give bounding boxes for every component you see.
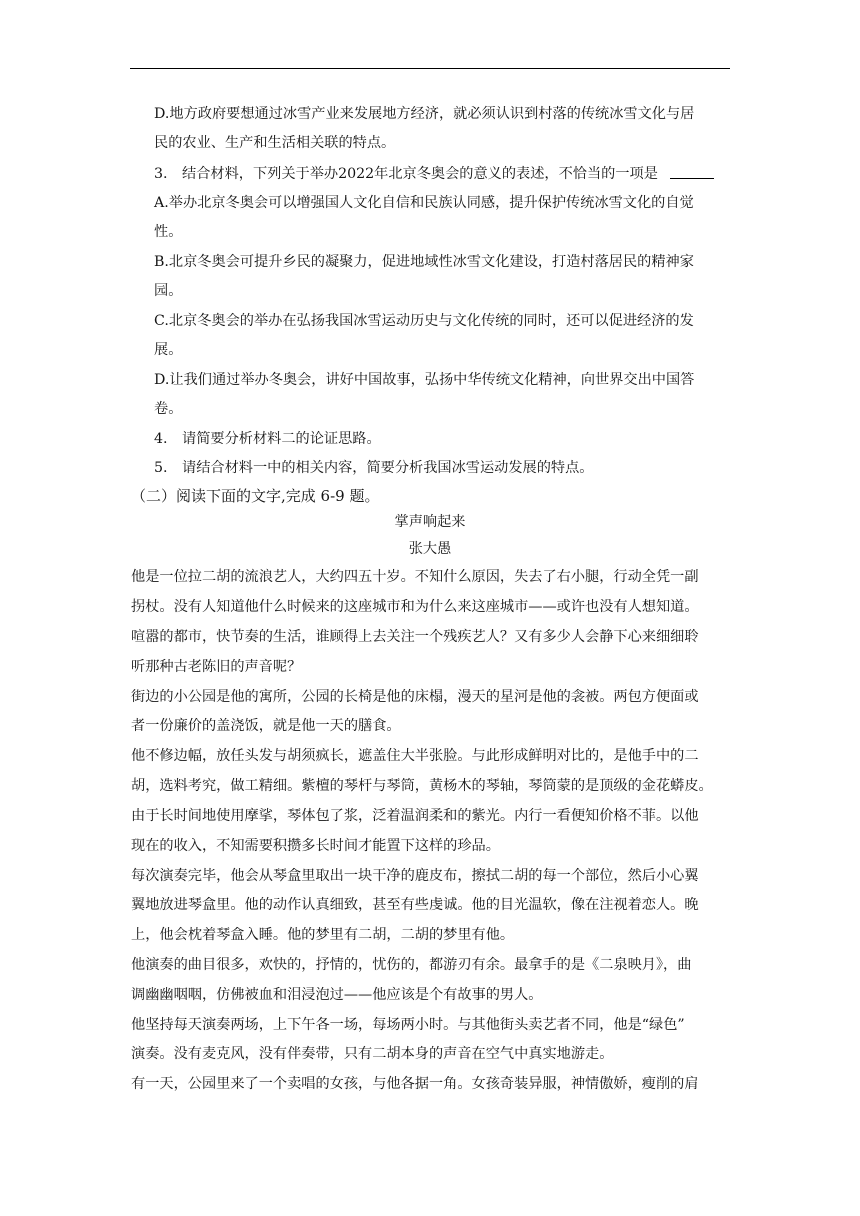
q3-option-a-line-2: 性。 (154, 224, 183, 240)
p5-line-2: 调幽幽咽咽，仿佛被血和泪浸泡过——他应该是个有故事的男人。 (131, 987, 543, 1003)
question-5-number: 5. (154, 460, 168, 476)
p7-line-1: 有一天，公园里来了一个卖唱的女孩，与他各据一角。女孩奇装异服，神情傲娇，瘦削的肩 (131, 1076, 699, 1092)
section-heading: （二）阅读下面的文字,完成 6-9 题。 (131, 487, 380, 505)
question-3-stem: 结合材料，下列关于举办2022年北京冬奥会的意义的表述，不恰当的一项是 (182, 166, 658, 182)
question-3 (154, 166, 714, 181)
question-5-text: 请结合材料一中的相关内容，简要分析我国冰雪运动发展的特点。 (182, 460, 594, 476)
question-5 (154, 461, 593, 475)
question-3-number: 3. (154, 166, 168, 182)
question-4 (154, 432, 381, 446)
p3-line-3: 由于长时间地使用摩挲，琴体包了浆，泛着温润柔和的紫光。内行一看便知价格不菲。以他 (131, 808, 699, 824)
p4-line-1: 每次演奏完毕，他会从琴盒里取出一块干净的鹿皮布，擦拭二胡的每一个部位，然后小心翼 (131, 868, 699, 884)
p6-line-2: 演奏。没有麦克风，没有伴奏带，只有二胡本身的声音在空气中真实地游走。 (131, 1046, 614, 1062)
p4-line-2: 翼地放进琴盒里。他的动作认真细致，甚至有些虔诚。他的目光温软，像在注视着恋人。晚 (131, 897, 699, 913)
p4-line-3: 上，他会枕着琴盒入睡。他的梦里有二胡，二胡的梦里有他。 (131, 927, 515, 943)
story-title: 掌声响起来 (394, 514, 466, 530)
p1-line-3: 喧嚣的都市，快节奏的生活，谁顾得上去关注一个残疾艺人？又有多少人会静下心来细细聆 (131, 629, 699, 645)
p3-line-1: 他不修边幅，放任头发与胡须疯长，遮盖住大半张脸。与此形成鲜明对比的，是他手中的二 (131, 748, 699, 764)
option-d-line-2: 民的农业、生产和生活相关联的特点。 (154, 135, 396, 151)
p6-line-1: 他坚持每天演奏两场，上下午各一场，每场两小时。与其他街头卖艺者不同，他是“绿色” (131, 1017, 685, 1033)
p1-line-4: 听那种古老陈旧的声音呢？ (131, 659, 302, 675)
question-4-text: 请简要分析材料二的论证思路。 (182, 431, 381, 447)
q3-option-b-line-1: B.北京冬奥会可提升乡民的凝聚力，促进地域性冰雪文化建设，打造村落居民的精神家 (154, 254, 694, 270)
q3-option-c-line-2: 展。 (154, 342, 183, 358)
q3-option-d-line-2: 卷。 (154, 401, 183, 417)
q3-option-b-line-2: 园。 (154, 283, 183, 299)
q3-option-a-line-1: A.举办北京冬奥会可以增强国人文化自信和民族认同感，提升保护传统冰雪文化的自觉 (154, 195, 694, 211)
p1-line-1: 他是一位拉二胡的流浪艺人，大约四五十岁。不知什么原因，失去了右小腿，行动全凭一副 (131, 569, 699, 585)
story-author: 张大愚 (408, 541, 452, 557)
p3-line-2: 胡，选料考究，做工精细。紫檀的琴杆与琴筒，黄杨木的琴轴，琴筒蒙的是顶级的金花蟒皮。 (131, 778, 713, 794)
p3-line-4: 现在的收入，不知需要积攒多长时间才能置下这样的珍品。 (131, 838, 500, 854)
p5-line-1: 他演奏的曲目很多，欢快的，抒情的，忧伤的，都游刃有余。最拿手的是《二泉映月》，曲 (131, 957, 692, 973)
header-rule (130, 68, 730, 69)
answer-blank[interactable] (670, 166, 714, 179)
p2-line-1: 街边的小公园是他的寓所，公园的长椅是他的床榻，漫天的星河是他的衾被。两包方便面或 (131, 689, 699, 705)
p1-line-2: 拐杖。没有人知道他什么时候来的这座城市和为什么来这座城市——或许也没有人想知道。 (131, 599, 699, 615)
question-4-number: 4. (154, 431, 168, 447)
q3-option-c-line-1: C.北京冬奥会的举办在弘扬我国冰雪运动历史与文化传统的同时，还可以促进经济的发 (154, 313, 694, 329)
p2-line-2: 者一份廉价的盖浇饭，就是他一天的膳食。 (131, 718, 401, 734)
q3-option-d-line-1: D.让我们通过举办冬奥会，讲好中国故事，弘扬中华传统文化精神，向世界交出中国答 (154, 372, 695, 388)
option-d-line-1: D.地方政府要想通过冰雪产业来发展地方经济，就必须认识到村落的传统冰雪文化与居 (154, 106, 695, 122)
